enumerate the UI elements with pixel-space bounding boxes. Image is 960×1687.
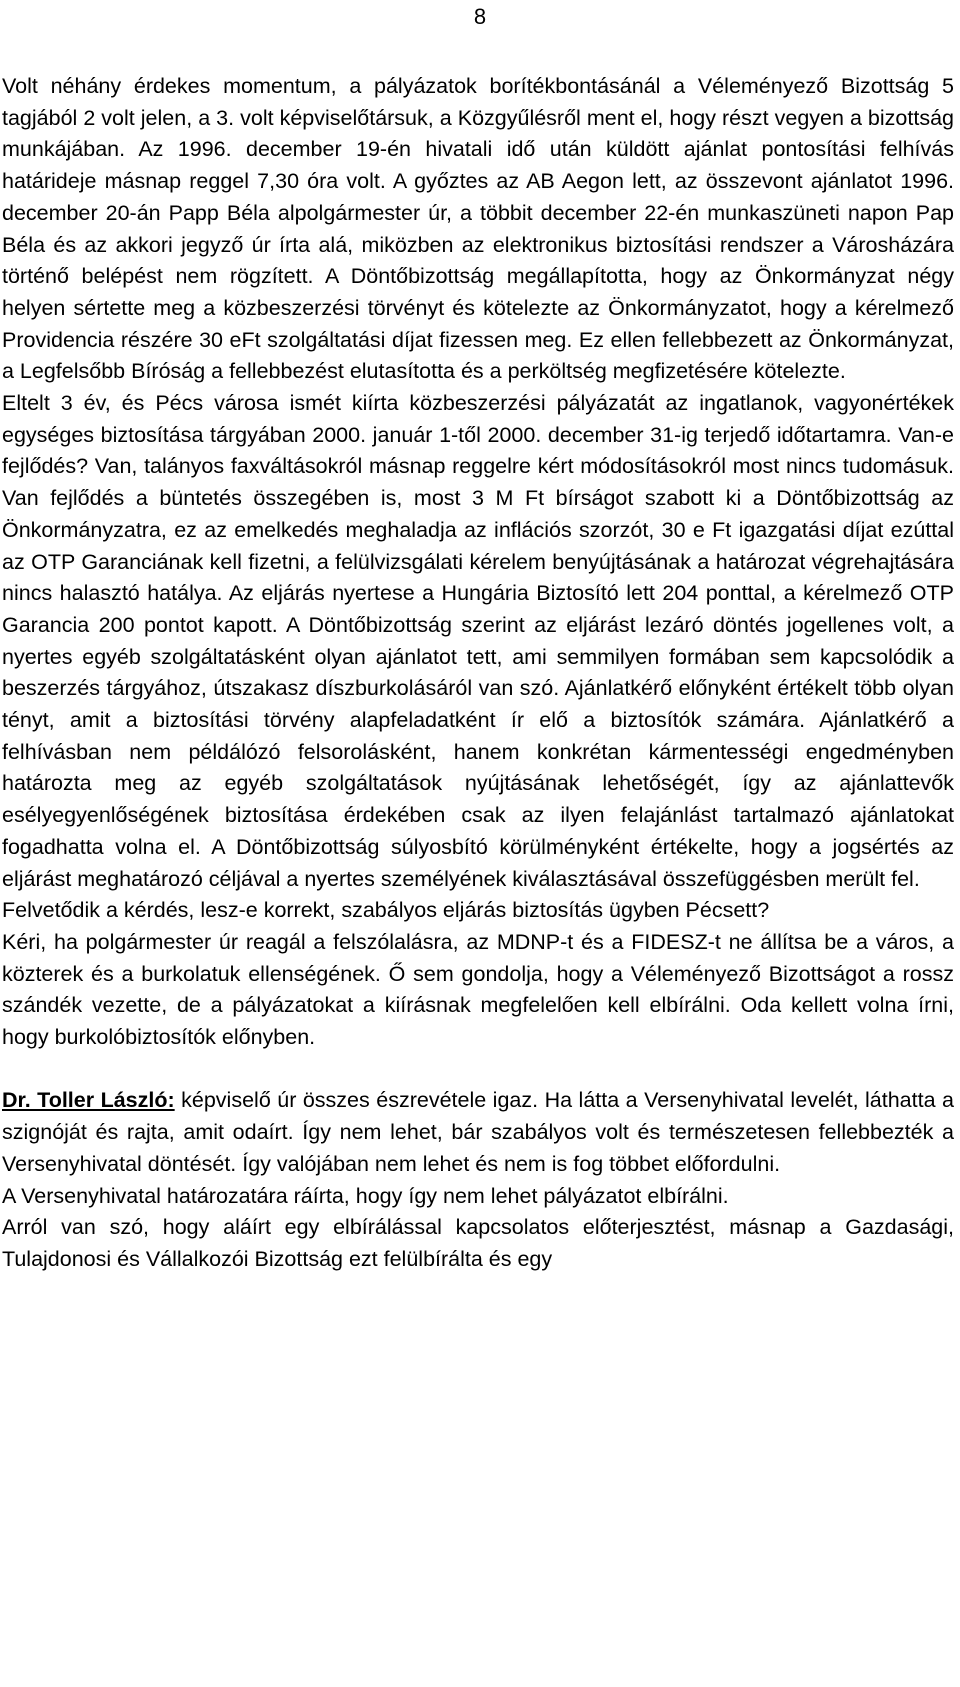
paragraph-tender-history: Volt néhány érdekes momentum, a pályázatok borítékbontásánál a Véleményező Bizottság 5 tagjából 2 volt jelen, a 3. volt képviselőtársuk, a Közgyűlésről ment el, hogy részt vegyen a bizottság munkájában. Az 1996. december 19-én hivatali idő után küldött ajánlat pontosítási felhívás határideje másnap reggel 7,30 óra volt. A győztes az AB Aegon lett, az összevont ajánlatot 1996. december 20-án Papp Béla alpolgármester úr, a többit december 22-én munkaszüneti napon Pap Béla és az akkori jegyző úr írta alá, miközben az elektronikus biztosítási rendszer a Városházára történő belépést nem rögzített. A Döntőbizottság megállapította, hogy az Önkormányzat négy helyen sértette meg a közbeszerzési törvényt és kötelezte az Önkormányzatot, hogy a kérelmező Providencia részére 30 eFt szolgáltatási díjat fizessen meg. Ez ellen fellebbezett az Önkormányzat, a Legfelsőbb Bíróság a fellebbezést elutasította és a perköltség megfizetésére kötelezte.: [2, 74, 954, 384]
speaker-name: Dr. Toller László:: [2, 1088, 175, 1113]
paragraph-question: Felvetődik a kérdés, lesz-e korrekt, szabályos eljárás biztosítás ügyben Pécsett?: [2, 898, 770, 923]
paragraph-request: Kéri, ha polgármester úr reagál a felszólalásra, az MDNP-t és a FIDESZ-t ne állítsa be a város, a közterek és a burkolatuk ellenségének. Ő sem gondolja, hogy a Véleményező Bizottságot a rossz szándék vezette, de a pályázatokat a kiírásnak megfelelően kell elbírálni. Oda kellett volna írni, hogy burkolóbiztosítók előnyben.: [2, 929, 954, 1050]
page-number: 8: [473, 4, 487, 29]
paragraph-speaker-reply: [0, 1085, 954, 1180]
speaker-statement: képviselő úr összes észrevétele igaz. Ha látta a Versenyhivatal levelét, láthatta a szignóját és rajta, amit odaírt. Így nem lehet, bár szabályos volt és természetesen fellebbezték a Versenyhivatal döntését. Így valójában nem lehet és nem is fog többet előfordulni.: [2, 1088, 954, 1176]
paragraph-versenyhivatal: A Versenyhivatal határozatára ráírta, hogy így nem lehet pályázatot elbírálni.: [2, 1183, 729, 1208]
document-body: [0, 71, 954, 1276]
paragraph-continuation: Arról van szó, hogy aláírt egy elbírálással kapcsolatos előterjesztést, másnap a Gazdasági, Tulajdonosi és Vállalkozói Bizottság ezt felülbírálta és egy: [2, 1215, 954, 1271]
paragraph-three-years-later: Eltelt 3 év, és Pécs városa ismét kiírta közbeszerzési pályázatát az ingatlanok, vagyonértékek egységes biztosítása tárgyában 2000. január 1-től 2000. december 31-ig terjedő időtartamra. Van-e fejlődés? Van, talányos faxváltásokról másnap reggelre kért módosításokról most nincs tudomásuk. Van fejlődés a büntetés összegében is, most 3 M Ft bírságot szabott ki a Döntőbizottság az Önkormányzatra, ez az emelkedés meghaladja az inflációs szorzót, 30 e Ft igazgatási díjat ezúttal az OTP Garanciának kell fizetni, a felülvizsgálati kérelem benyújtásának a határozat végrehajtására nincs halasztó hatálya. Az eljárás nyertese a Hungária Biztosító lett 204 ponttal, a kérelmező OTP Garancia 200 pontot kapott. A Döntőbizottság szerint az eljárást lezáró döntés jogellenes volt, a nyertes egyéb szolgáltatásként olyan ajánlatot tett, ami semmilyen formában sem kapcsolódik a beszerzés tárgyához, útszakasz díszburkolásáról van szó. Ajánlatkérő előnyként értékelt több olyan tényt, amit a biztosítási törvény alapfeladatként ír elő a biztosítók számára. Ajánlatkérő a felhívásban nem példálózó felsorolásként, hanem konkrétan kármentességi engedményben határozta meg az egyéb szolgáltatások nyújtásának lehetőségét, így az ajánlattevők esélyegyenlőségének biztosítása érdekében csak az ilyen felajánlást tartalmazó ajánlatokat fogadhatta volna el. A Döntőbizottság súlyosbító körülményként értékelte, hogy a jogsértés az eljárást meghatározó céljával a nyertes személyének kiválasztásával összefüggésben merült fel.: [2, 391, 954, 891]
